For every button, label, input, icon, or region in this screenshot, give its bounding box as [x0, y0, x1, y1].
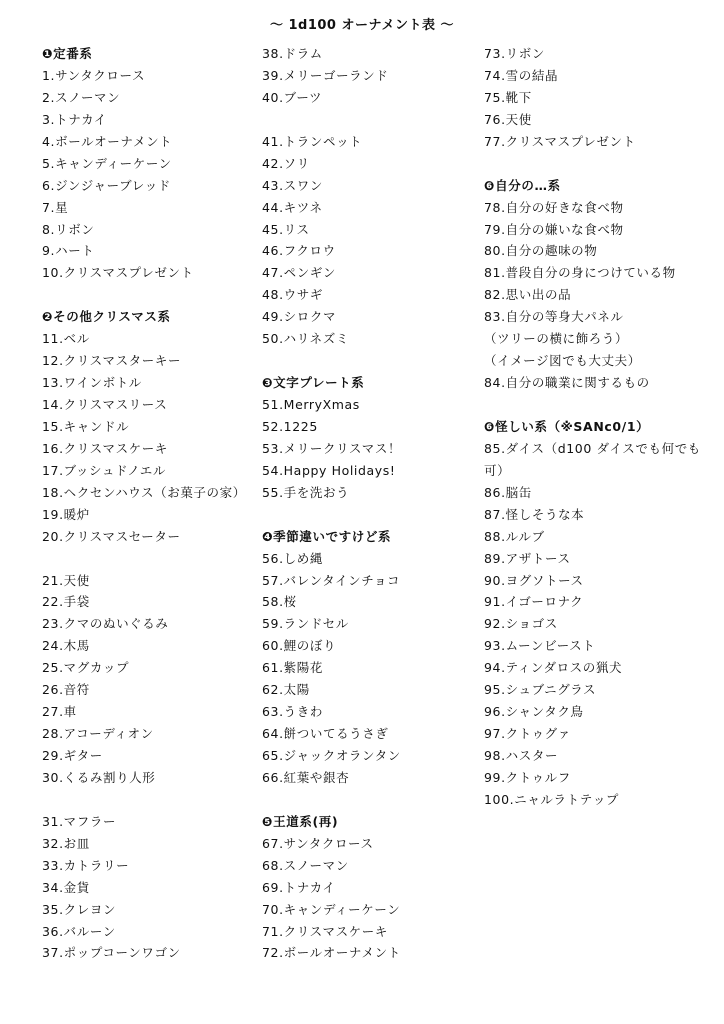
- list-item: 12.クリスマスターキー: [42, 353, 182, 369]
- list-item: 16.クリスマスケーキ: [42, 440, 168, 456]
- column-3: [484, 43, 714, 811]
- list-item: 77.クリスマスプレゼント: [484, 133, 636, 149]
- list-item: 7.星: [42, 199, 69, 215]
- list-item: 43.スワン: [262, 177, 323, 193]
- list-item: 74.雪の結晶: [484, 67, 559, 83]
- list-item: 31.マフラー: [42, 813, 117, 829]
- list-item: 59.ランドセル: [262, 616, 349, 632]
- blank-line: [42, 284, 272, 306]
- list-item: 90.ヨグソトース: [484, 572, 584, 588]
- list-item: 68.スノーマン: [262, 857, 349, 873]
- list-item: 78.自分の好きな食べ物: [484, 199, 624, 215]
- list-item: 84.自分の職業に関するもの: [484, 375, 650, 391]
- list-item: 79.自分の嫌いな食べ物: [484, 221, 624, 237]
- column-1: [42, 43, 272, 964]
- list-item: 61.紫陽花: [262, 660, 323, 676]
- list-item: 98.ハスター: [484, 748, 559, 763]
- list-item: （イメージ図でも大丈夫）: [484, 353, 641, 369]
- list-item: 23.クマのぬいぐるみ: [42, 616, 169, 632]
- list-item: 94.ティンダロスの猟犬: [484, 660, 623, 676]
- list-item: 18.ヘクセンハウス（お菓子の家）: [42, 484, 246, 500]
- list-item: 15.キャンドル: [42, 418, 130, 434]
- list-item: 35.クレヨン: [42, 901, 117, 917]
- list-item: 96.シャンタク鳥: [484, 704, 584, 720]
- list-item: 64.餅ついてるうさぎ: [262, 726, 389, 742]
- list-item: 97.クトゥグァ: [484, 726, 571, 742]
- list-item: 65.ジャックオランタン: [262, 748, 401, 763]
- list-item: 81.普段自分の身につけている物: [484, 265, 676, 281]
- list-item: 60.鯉のぼり: [262, 638, 337, 654]
- list-item: 38.ドラム: [262, 46, 323, 61]
- section-heading: ❷その他クリスマス系: [42, 309, 171, 325]
- list-item: 62.太陽: [262, 682, 310, 698]
- list-item: 19.暖炉: [42, 506, 90, 522]
- list-item: 91.イゴーロナク: [484, 594, 584, 610]
- list-item: 57.バレンタインチョコ: [262, 572, 401, 588]
- list-item: 63.うきわ: [262, 704, 323, 720]
- list-item: 34.金貨: [42, 879, 90, 895]
- list-item: 70.キャンディーケーン: [262, 901, 401, 917]
- list-item: 8.リボン: [42, 221, 95, 237]
- section-heading: ❻自分の…系: [484, 177, 561, 193]
- list-item: 可）: [484, 462, 511, 478]
- list-item: 73.リボン: [484, 46, 545, 61]
- list-item: 54.Happy Holidays!: [262, 462, 396, 478]
- page-title: 〜 1d100 オーナメント表 〜: [269, 18, 455, 33]
- list-item: 53.メリークリスマス！: [262, 440, 402, 456]
- list-item: 6.ジンジャーブレッド: [42, 177, 171, 193]
- list-item: 52.1225: [262, 418, 318, 434]
- blank-line: [262, 789, 492, 811]
- list-item: 33.カトラリー: [42, 857, 130, 873]
- blank-line: [484, 153, 714, 175]
- list-item: 3.トナカイ: [42, 111, 107, 127]
- list-item: 10.クリスマスプレゼント: [42, 265, 194, 281]
- list-item: 9.ハート: [42, 243, 95, 259]
- list-item: 41.トランペット: [262, 133, 363, 149]
- list-item: 56.しめ縄: [262, 550, 323, 566]
- blank-line: [262, 504, 492, 526]
- list-item: 48.ウサギ: [262, 287, 323, 303]
- column-2: [262, 43, 492, 964]
- list-item: 36.バルーン: [42, 923, 116, 939]
- list-item: 45.リス: [262, 221, 310, 237]
- list-item: 39.メリーゴーランド: [262, 67, 389, 83]
- list-item: 72.ボールオーナメント: [262, 945, 401, 961]
- list-item: 88.ルルブ: [484, 528, 545, 544]
- list-item: 40.ブーツ: [262, 89, 323, 105]
- list-item: （ツリーの横に飾ろう）: [484, 331, 629, 347]
- list-item: 21.天使: [42, 572, 90, 588]
- list-item: 93.ムーンビースト: [484, 638, 596, 654]
- list-item: 11.ベル: [42, 331, 90, 347]
- list-item: 100.ニャルラトテップ: [484, 791, 620, 807]
- list-item: 26.音符: [42, 682, 90, 698]
- list-item: 87.怪しそうな本: [484, 506, 585, 522]
- list-item: 49.シロクマ: [262, 309, 337, 325]
- list-item: 58.桜: [262, 594, 297, 610]
- list-item: 80.自分の趣味の物: [484, 243, 598, 259]
- list-item: 66.紅葉や銀杏: [262, 769, 350, 785]
- section-heading: ❹季節違いですけど系: [262, 528, 392, 544]
- list-item: 69.トナカイ: [262, 879, 336, 895]
- section-heading: ❶定番系: [42, 46, 93, 61]
- list-item: 50.ハリネズミ: [262, 331, 349, 347]
- list-item: 42.ソリ: [262, 155, 310, 171]
- list-item: 76.天使: [484, 111, 532, 127]
- list-item: 25.マグカップ: [42, 660, 130, 676]
- blank-line: [484, 394, 714, 416]
- section-heading: ❻怪しい系（※SANc0/1）: [484, 418, 650, 434]
- list-item: 27.車: [42, 704, 77, 720]
- list-item: 71.クリスマスケーキ: [262, 923, 388, 939]
- list-item: 95.シュブニグラス: [484, 682, 597, 698]
- section-heading: ❸文字プレート系: [262, 375, 365, 391]
- list-item: 46.フクロウ: [262, 243, 336, 259]
- list-item: 28.アコーディオン: [42, 726, 154, 742]
- list-item: 32.お皿: [42, 835, 90, 851]
- list-item: 4.ボールオーナメント: [42, 133, 173, 149]
- list-item: 55.手を洗おう: [262, 484, 350, 500]
- list-item: 51.MerryXmas: [262, 397, 360, 412]
- blank-line: [262, 350, 492, 372]
- list-item: 14.クリスマスリース: [42, 397, 168, 412]
- list-item: 2.スノーマン: [42, 89, 121, 105]
- list-item: 13.ワインボトル: [42, 375, 142, 391]
- list-item: 44.キツネ: [262, 199, 323, 215]
- list-item: 24.木馬: [42, 638, 90, 654]
- list-item: 37.ポップコーンワゴン: [42, 945, 181, 961]
- list-item: 17.ブッシュドノエル: [42, 462, 166, 478]
- list-item: 83.自分の等身大パネル: [484, 309, 624, 325]
- list-item: 89.アザトース: [484, 550, 571, 566]
- list-item: 85.ダイス（d100 ダイスでも何でも: [484, 440, 701, 456]
- list-item: 75.靴下: [484, 89, 532, 105]
- list-item: 30.くるみ割り人形: [42, 769, 156, 785]
- list-item: 1.サンタクロース: [42, 67, 146, 83]
- list-item: 82.思い出の品: [484, 287, 572, 303]
- list-item: 86.脳缶: [484, 484, 532, 500]
- blank-line: [42, 789, 272, 811]
- list-item: 22.手袋: [42, 594, 90, 610]
- list-item: 5.キャンディーケーン: [42, 155, 172, 171]
- blank-line: [262, 109, 492, 131]
- list-item: 99.クトゥルフ: [484, 769, 571, 785]
- list-item: 20.クリスマスセーター: [42, 528, 181, 544]
- list-item: 67.サンタクロース: [262, 835, 374, 851]
- list-item: 29.ギター: [42, 748, 103, 763]
- list-item: 47.ペンギン: [262, 265, 336, 281]
- list-item: 92.ショゴス: [484, 616, 558, 632]
- blank-line: [42, 548, 272, 570]
- section-heading: ❺王道系(再): [262, 813, 339, 829]
